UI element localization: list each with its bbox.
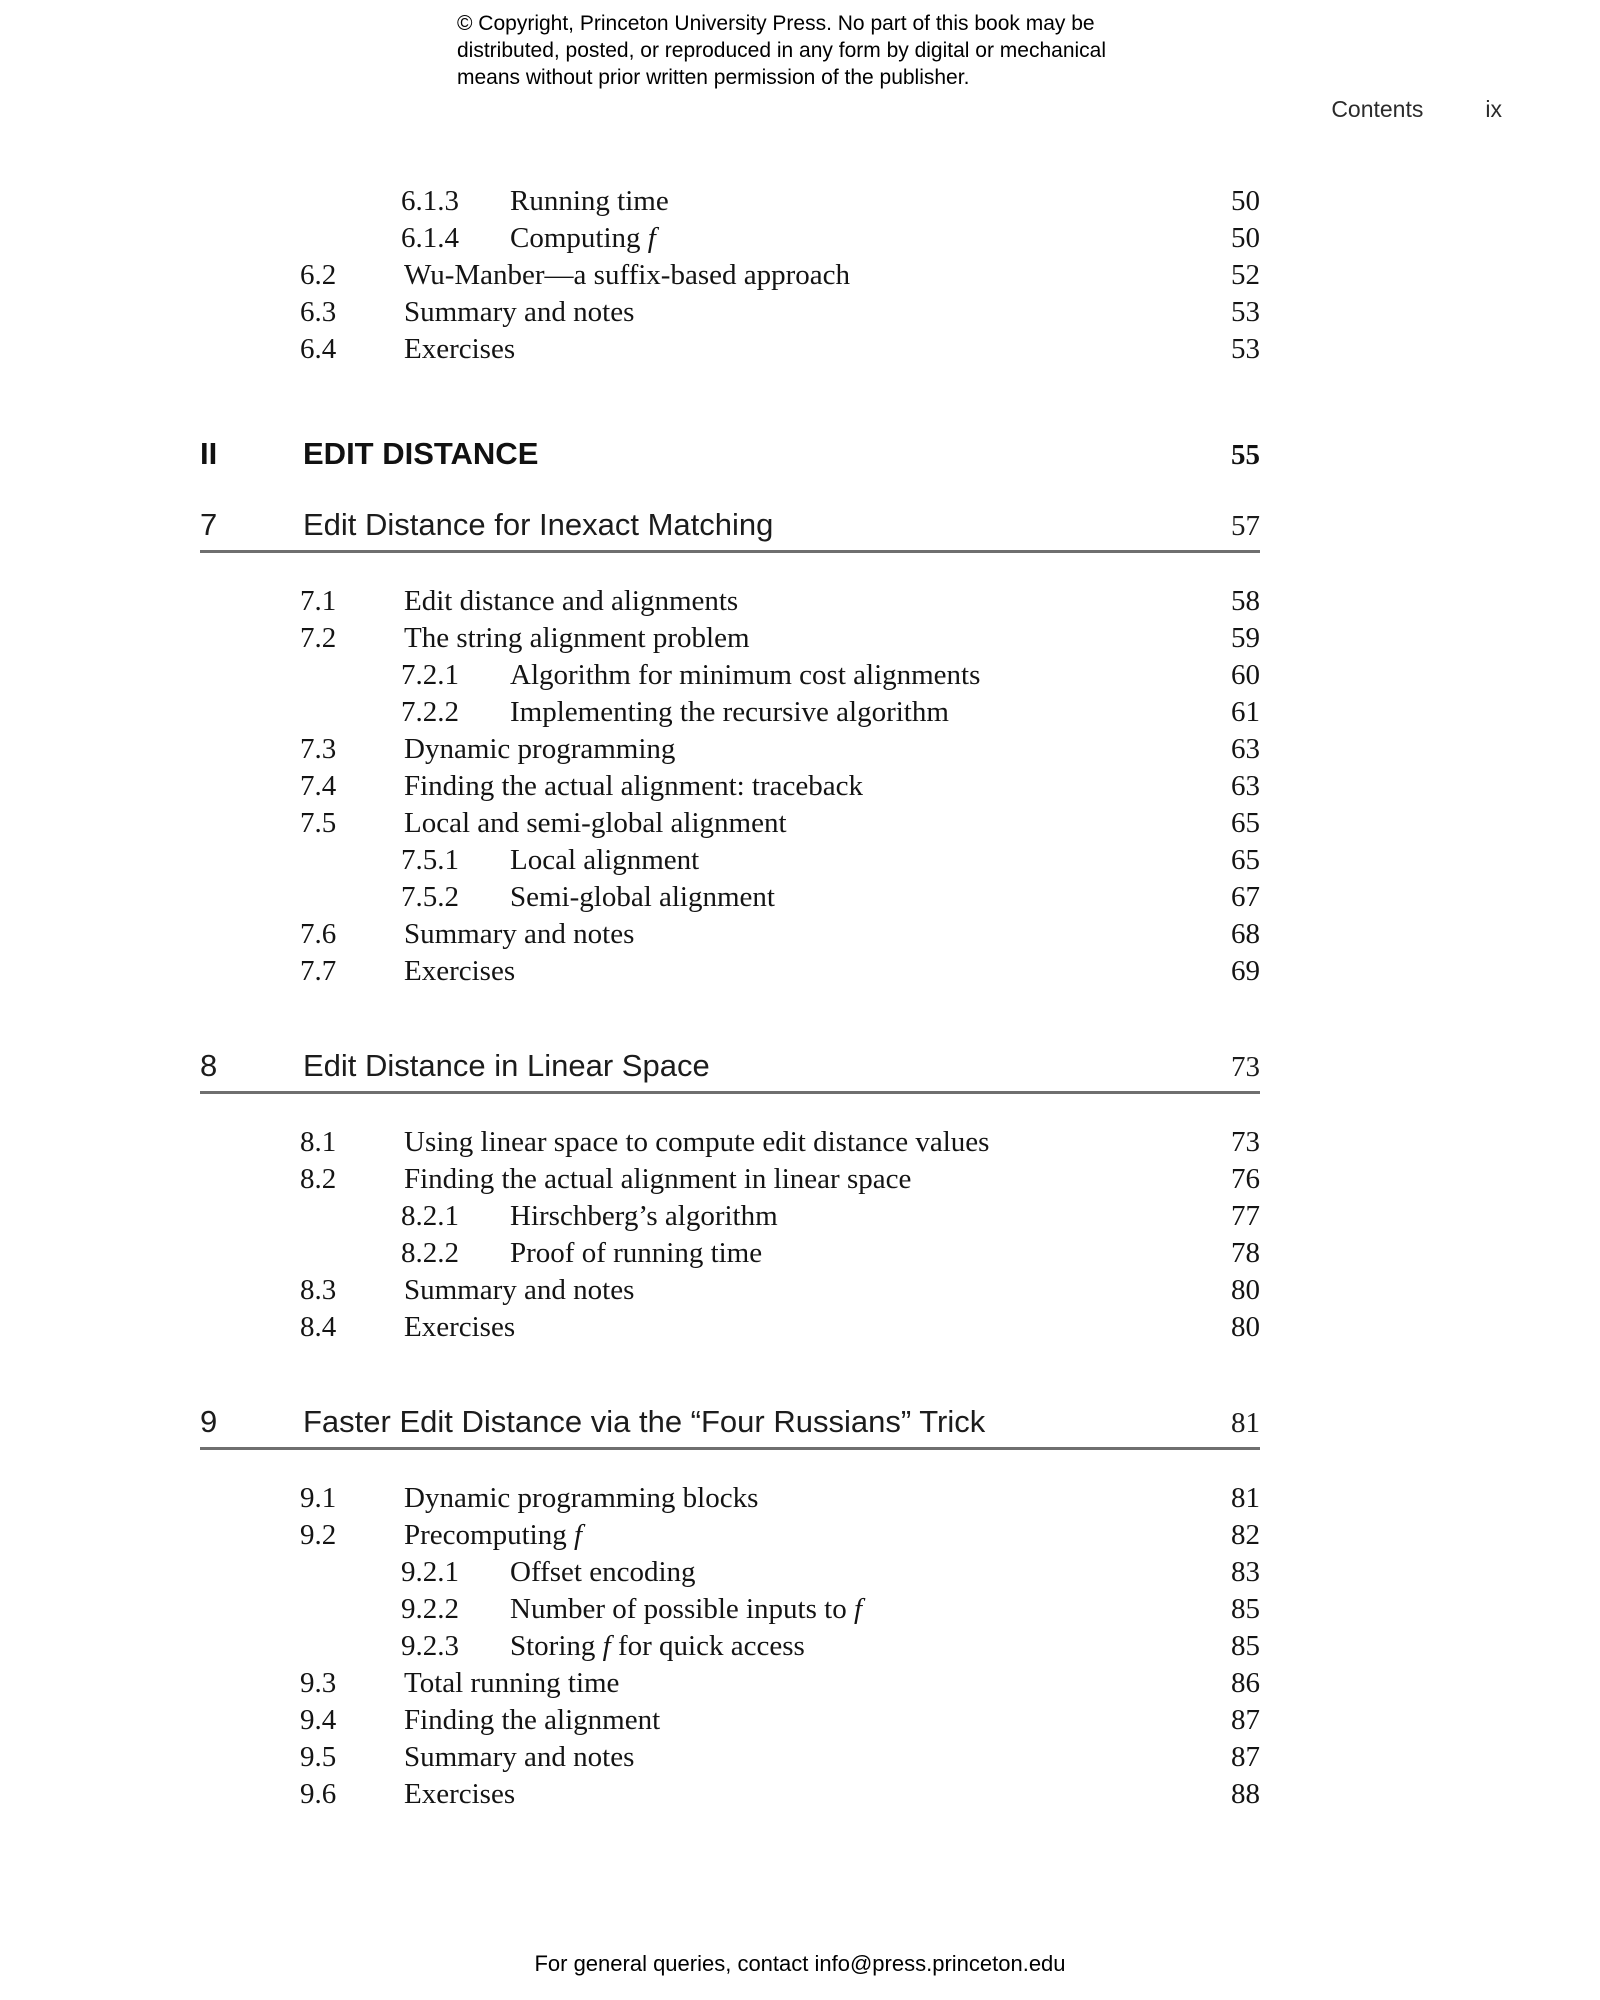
entry-page-number: 67	[1231, 881, 1260, 913]
entry-title: Summary and notes	[404, 296, 635, 328]
chapter-rule	[200, 1091, 1260, 1094]
entry-number: 9.2.1	[401, 1556, 459, 1588]
copyright-line: means without prior written permission of the publisher.	[457, 66, 970, 89]
chapter-rule	[200, 550, 1260, 553]
entry-number: 7.7	[300, 955, 337, 987]
entry-page-number: 85	[1231, 1593, 1260, 1625]
entry-page-number: 50	[1231, 222, 1260, 254]
entry-page-number: 65	[1231, 844, 1260, 876]
toc-entry	[200, 1554, 1260, 1591]
entry-page-number: 81	[1231, 1482, 1260, 1514]
entry-number: 8.2.1	[401, 1200, 459, 1232]
entry-number: 7.3	[300, 733, 337, 765]
entry-page-number: 61	[1231, 696, 1260, 728]
entry-title: Hirschberg’s algorithm	[510, 1200, 778, 1232]
toc-entry	[200, 731, 1260, 768]
toc-entry	[200, 183, 1260, 220]
entry-page-number: 65	[1231, 807, 1260, 839]
chapter-heading-row	[200, 1046, 1260, 1087]
chapter-rule	[200, 1447, 1260, 1450]
entry-number: 7.5.1	[401, 844, 459, 876]
toc-entry	[200, 257, 1260, 294]
entry-title: Computing f	[510, 222, 656, 254]
entry-number: 6.3	[300, 296, 337, 328]
table-of-contents	[200, 183, 1260, 1813]
entry-page-number: 82	[1231, 1519, 1260, 1551]
entry-page-number: 83	[1231, 1556, 1260, 1588]
chapter-heading-row	[200, 1402, 1260, 1443]
entry-title: Dynamic programming blocks	[404, 1482, 759, 1514]
entry-number: 9.5	[300, 1741, 337, 1773]
entry-number: 9.1	[300, 1482, 337, 1514]
toc-entry	[200, 1628, 1260, 1665]
entry-title: Local alignment	[510, 844, 700, 876]
entry-title: Algorithm for minimum cost alignments	[510, 659, 981, 691]
entry-page-number: 63	[1231, 770, 1260, 802]
chapter-heading-row	[200, 505, 1260, 546]
entry-title: Exercises	[404, 333, 516, 365]
toc-entry	[200, 805, 1260, 842]
entry-number: 6.2	[300, 259, 337, 291]
entry-number: 9.6	[300, 1778, 337, 1810]
entry-page-number: 50	[1231, 185, 1260, 217]
entry-title: Implementing the recursive algorithm	[510, 696, 949, 728]
entry-page-number: 73	[1231, 1126, 1260, 1158]
entry-title: Summary and notes	[404, 1274, 635, 1306]
chapter-number: 7	[200, 507, 218, 542]
entry-title: Semi-global alignment	[510, 881, 775, 913]
entry-page-number: 63	[1231, 733, 1260, 765]
toc-entry-group	[200, 1124, 1260, 1346]
part-title: EDIT DISTANCE	[303, 436, 539, 471]
entry-page-number: 80	[1231, 1311, 1260, 1343]
entry-number: 7.4	[300, 770, 337, 802]
entry-number: 6.1.3	[401, 185, 459, 217]
toc-part	[200, 434, 1260, 475]
entry-page-number: 53	[1231, 296, 1260, 328]
copyright-line: distributed, posted, or reproduced in any form by digital or mechanical	[457, 39, 1107, 62]
entry-title: Proof of running time	[510, 1237, 763, 1269]
entry-page-number: 60	[1231, 659, 1260, 691]
entry-page-number: 59	[1231, 622, 1260, 654]
toc-entry	[200, 1702, 1260, 1739]
entry-page-number: 87	[1231, 1741, 1260, 1773]
entry-number: 7.6	[300, 918, 337, 950]
toc-entry	[200, 583, 1260, 620]
entry-number: 9.3	[300, 1667, 337, 1699]
entry-title: Precomputing f	[404, 1519, 583, 1551]
toc-entry	[200, 620, 1260, 657]
toc-entry	[200, 220, 1260, 257]
entry-page-number: 52	[1231, 259, 1260, 291]
entry-number: 9.2	[300, 1519, 337, 1551]
copyright-notice	[457, 10, 1106, 91]
entry-page-number: 58	[1231, 585, 1260, 617]
chapter-title: Faster Edit Distance via the “Four Russians” Trick	[303, 1404, 986, 1439]
entry-number: 8.3	[300, 1274, 337, 1306]
chapter-page-number: 57	[1231, 510, 1260, 542]
toc-entry	[200, 1124, 1260, 1161]
entry-number: 7.5.2	[401, 881, 459, 913]
entry-number: 8.2	[300, 1163, 337, 1195]
running-head	[1331, 96, 1502, 123]
toc-entry	[200, 1591, 1260, 1628]
entry-title: Finding the alignment	[404, 1704, 661, 1736]
entry-number: 9.2.3	[401, 1630, 459, 1662]
entry-page-number: 69	[1231, 955, 1260, 987]
entry-number: 7.2	[300, 622, 337, 654]
entry-title: Wu-Manber—a suffix-based approach	[404, 259, 851, 291]
toc-entry	[200, 331, 1260, 368]
toc-entry	[200, 1198, 1260, 1235]
part-heading-row	[200, 434, 1260, 475]
entry-title: Edit distance and alignments	[404, 585, 739, 617]
toc-entry	[200, 916, 1260, 953]
toc-entry-group	[200, 1480, 1260, 1813]
copyright-line: © Copyright, Princeton University Press. No part of this book may be	[457, 12, 1095, 35]
running-head-page-number: ix	[1485, 96, 1502, 122]
entry-title: Exercises	[404, 955, 516, 987]
toc-entry	[200, 842, 1260, 879]
chapter-title: Edit Distance for Inexact Matching	[303, 507, 774, 542]
entry-title: Exercises	[404, 1778, 516, 1810]
entry-page-number: 53	[1231, 333, 1260, 365]
chapter-page-number: 73	[1231, 1051, 1260, 1083]
toc-entry	[200, 1776, 1260, 1813]
running-head-title: Contents	[1331, 96, 1424, 122]
toc-entry	[200, 1480, 1260, 1517]
entry-title: Dynamic programming	[404, 733, 676, 765]
entry-title: Number of possible inputs to f	[510, 1593, 863, 1625]
entry-title: The string alignment problem	[404, 622, 750, 654]
entry-page-number: 68	[1231, 918, 1260, 950]
toc-entry	[200, 953, 1260, 990]
entry-title: Storing f for quick access	[510, 1630, 805, 1662]
entry-title: Summary and notes	[404, 918, 635, 950]
toc-entry	[200, 1161, 1260, 1198]
toc-entry	[200, 1517, 1260, 1554]
toc-entry	[200, 768, 1260, 805]
toc-entry	[200, 294, 1260, 331]
toc-entry	[200, 1665, 1260, 1702]
toc-entry	[200, 1739, 1260, 1776]
entry-title: Offset encoding	[510, 1556, 696, 1588]
entry-page-number: 76	[1231, 1163, 1260, 1195]
entry-title: Total running time	[404, 1667, 620, 1699]
entry-page-number: 87	[1231, 1704, 1260, 1736]
entry-title: Finding the actual alignment in linear space	[404, 1163, 912, 1195]
toc-entry	[200, 879, 1260, 916]
footer-contact: For general queries, contact info@press.princeton.edu	[534, 1951, 1066, 1976]
entry-number: 7.5	[300, 807, 337, 839]
toc-entry	[200, 1309, 1260, 1346]
entry-title: Exercises	[404, 1311, 516, 1343]
chapter-number: 8	[200, 1048, 218, 1083]
entry-page-number: 86	[1231, 1667, 1260, 1699]
toc-chapter	[200, 505, 1260, 553]
entry-number: 9.4	[300, 1704, 337, 1736]
entry-page-number: 78	[1231, 1237, 1260, 1269]
entry-title: Finding the actual alignment: traceback	[404, 770, 864, 802]
entry-number: 9.2.2	[401, 1593, 459, 1625]
entry-page-number: 77	[1231, 1200, 1260, 1232]
toc-chapter	[200, 1402, 1260, 1450]
part-number: II	[200, 436, 218, 471]
toc-entry-group	[200, 183, 1260, 368]
toc-entry-group	[200, 583, 1260, 990]
entry-title: Summary and notes	[404, 1741, 635, 1773]
chapter-title: Edit Distance in Linear Space	[303, 1048, 710, 1083]
entry-number: 7.1	[300, 585, 337, 617]
toc-entry	[200, 1272, 1260, 1309]
entry-title: Running time	[510, 185, 669, 217]
part-page-number: 55	[1231, 439, 1260, 471]
entry-number: 8.2.2	[401, 1237, 459, 1269]
toc-entry	[200, 657, 1260, 694]
entry-number: 7.2.2	[401, 696, 459, 728]
entry-title: Local and semi-global alignment	[404, 807, 787, 839]
entry-number: 7.2.1	[401, 659, 459, 691]
chapter-number: 9	[200, 1404, 218, 1439]
entry-page-number: 85	[1231, 1630, 1260, 1662]
entry-title: Using linear space to compute edit distance values	[404, 1126, 990, 1158]
entry-number: 8.4	[300, 1311, 337, 1343]
chapter-page-number: 81	[1231, 1407, 1260, 1439]
entry-page-number: 88	[1231, 1778, 1260, 1810]
entry-number: 8.1	[300, 1126, 337, 1158]
entry-page-number: 80	[1231, 1274, 1260, 1306]
toc-entry	[200, 694, 1260, 731]
entry-number: 6.4	[300, 333, 337, 365]
toc-chapter	[200, 1046, 1260, 1094]
toc-entry	[200, 1235, 1260, 1272]
entry-number: 6.1.4	[401, 222, 459, 254]
